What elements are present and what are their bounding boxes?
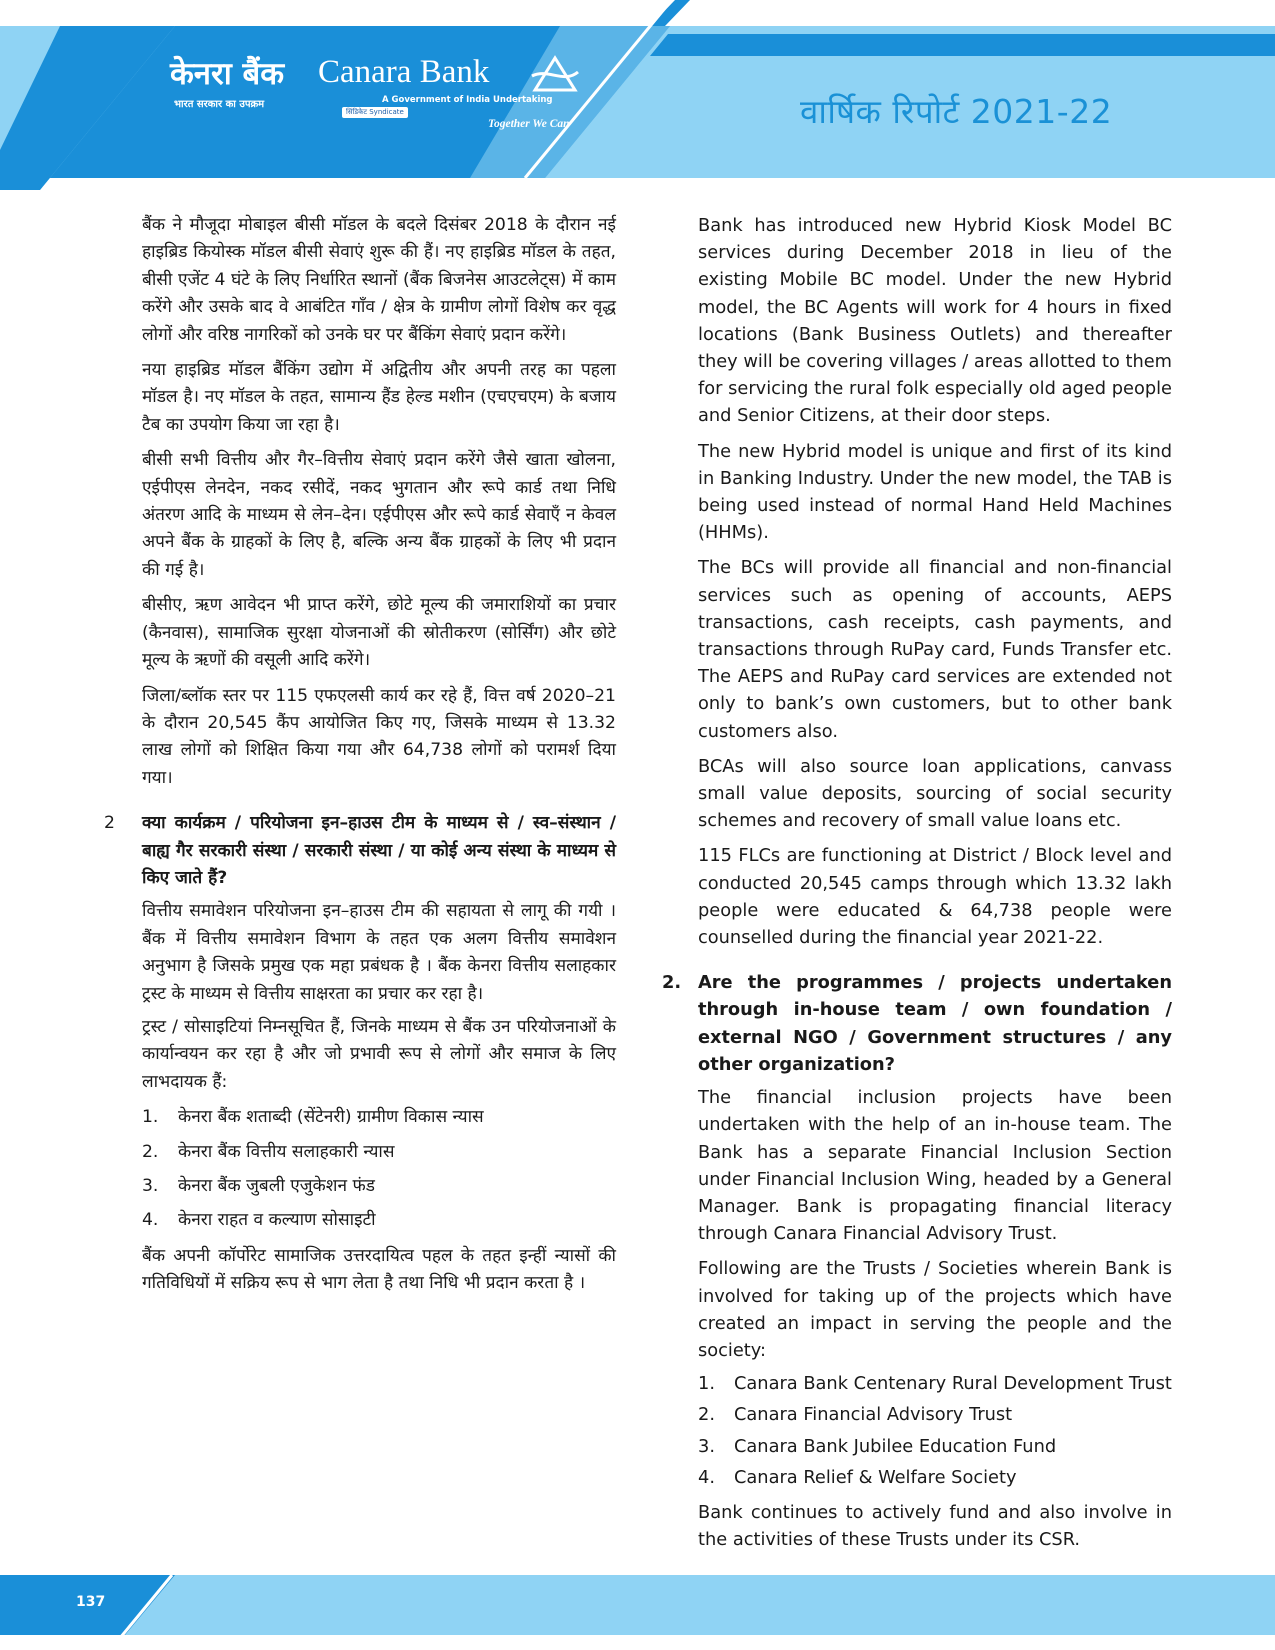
logo-hindi-text: केनरा बैंक (170, 56, 285, 92)
hindi-trust-list (142, 1104, 616, 1235)
hindi-paragraph: जिला/ब्लॉक स्तर पर 115 एफएलसी कार्य कर रहे हैं, वित्त वर्ष 2020–21 के दौरान 20,545 कैंप आयोजित किए गए, जिसके माध्यम से 13.32 लाख लोगों को शिक्षित किया गया और 64,738 लोगों को परामर्श दिया गया। (142, 685, 616, 788)
bank-tagline: Together We Can (488, 118, 570, 130)
hindi-paragraph: ट्रस्ट / सोसाइटियां निम्नसूचित हैं, जिनके माध्यम से बैंक उन परियोजनाओं के कार्यान्वयन कर रहा है और जो प्रभावी रूप से लोगों और समाज के लिए लाभदायक हैं: (142, 1016, 616, 1092)
english-paragraph: 115 FLCs are functioning at District / Block level and conducted 20,545 camps through which 13.32 lakh people were educated & 64,738 people were counselled during the financial year 2021-22. (698, 845, 1172, 949)
question-number: 2 (104, 813, 115, 834)
list-item (698, 1464, 1172, 1491)
list-text: केनरा बैंक शताब्दी (सेंटेनरी) ग्रामीण विकास न्यास (178, 1107, 484, 1128)
list-item (142, 1104, 616, 1131)
list-text: केनरा राहत व कल्याण सोसाइटी (178, 1210, 376, 1231)
english-paragraph: The new Hybrid model is unique and first of its kind in Banking Industry. Under the new model, the TAB is being used instead of normal Hand Held Machines (HHMs). (698, 440, 1172, 544)
list-number: 1. (698, 1373, 715, 1395)
list-number: 4. (698, 1466, 715, 1488)
english-paragraph: Bank continues to actively fund and also involve in the activities of these Trusts under its CSR. (698, 1501, 1172, 1551)
list-number: 3. (698, 1435, 715, 1457)
page-footer (0, 1540, 1275, 1650)
list-item (698, 1370, 1172, 1397)
list-text: Canara Bank Jubilee Education Fund (734, 1435, 1057, 1457)
english-paragraph: The BCs will provide all financial and non-financial services such as opening of accounts, AEPS transactions, cash receipts, cash payments, and transactions through RuPay card, Funds Transfer etc. The AEPS and RuPay card services are extended not only to bank’s own customers, but to other bank customers also. (698, 557, 1172, 742)
page-header (0, 0, 1275, 200)
english-paragraph: Bank has introduced new Hybrid Kiosk Model BC services during December 2018 in lieu of the existing Mobile BC model. Under the new Hybrid model, the BC Agents will work for 4 hours in fixed locations (Bank Business Outlets) and thereafter they will be covering villages / areas allotted to them for servicing the rural folk especially old aged people and Senior Citizens, at their door steps. (698, 215, 1172, 427)
question-number: 2. (662, 972, 682, 994)
list-number: 3. (142, 1176, 159, 1196)
list-number: 2. (698, 1404, 715, 1426)
question-text: Are the programmes / projects undertaken through in-house team / own foundation / external NGO / Government structures / any other organization? (698, 972, 1172, 1075)
english-paragraph: The financial inclusion projects have been undertaken with the help of an in-house team. The Bank has a separate Financial Inclusion Section under Financial Inclusion Wing, headed by a General Manager. Bank is propagating financial literacy through Canara Financial Advisory Trust. (698, 1087, 1172, 1245)
question-text: क्या कार्यक्रम / परियोजना इन–हाउस टीम के माध्यम से / स्व–संस्थान / बाह्य गैर सरकारी संस्था / सरकारी संस्था / या कोई अन्य संस्था के माध्यम से किए जाते हैं? (142, 813, 616, 888)
list-item (142, 1207, 616, 1234)
list-text: Canara Financial Advisory Trust (734, 1404, 1013, 1426)
syndicate-badge: सिंडिकेट Syndicate (342, 107, 408, 118)
list-item (142, 1173, 616, 1200)
list-number: 2. (142, 1141, 159, 1162)
footer-banner-graphic (0, 1540, 1275, 1650)
english-question-2 (662, 969, 1172, 1078)
hindi-paragraph: वित्तीय समावेशन परियोजना इन–हाउस टीम की सहायता से लागू की गयी । बैंक में वित्तीय समावेशन विभाग के तहत एक अलग वित्तीय समावेशन अनुभाग है जिसके प्रमुख एक महा प्रबंधक है । बैंक केनरा वित्तीय सलाहकार ट्रस्ट के माध्यम से वित्तीय साक्षरता का प्रचार कर रहा है। (142, 901, 616, 1004)
english-column (662, 212, 1172, 1561)
english-paragraph: BCAs will also source loan applications, canvass small value deposits, sourcing of social security schemes and recovery of small value loans etc. (698, 755, 1172, 832)
hindi-paragraph: नया हाइब्रिड मॉडल बैंकिंग उद्योग में अद्वितीय और अपनी तरह का पहला मॉडल है। नए मॉडल के तहत, सामान्य हैंड हेल्ड मशीन (एचएचएम) के बजाय टैब का उपयोग किया जा रहा है। (142, 360, 616, 435)
hindi-paragraph: बीसी सभी वित्तीय और गैर–वित्तीय सेवाएं प्रदान करेंगे जैसे खाता खोलना, एईपीएस लेनदेन, नकद रसीदें, नकद भुगतान और रूपे कार्ड तथा निधि अंतरण आदि के माध्यम से लेन–देन। एईपीएस और रूपे कार्ड सेवाएँ न केवल अपने बैंक के ग्राहकों के लिए है, बल्कि अन्य बैंक ग्राहकों के लिए भी प्रदान की गई है। (142, 450, 616, 580)
english-trust-list (698, 1370, 1172, 1491)
list-item (698, 1433, 1172, 1460)
list-item (142, 1139, 616, 1166)
hindi-paragraph: बैंक अपनी कॉर्पोरेट सामाजिक उत्तरदायित्व पहल के तहत इन्हीं न्यासों की गतिविधियों में सक्रिय रूप से भाग लेता है तथा निधि भी प्रदान करता है । (142, 1245, 616, 1294)
list-item (698, 1401, 1172, 1428)
list-text: केनरा बैंक वित्तीय सलाहकारी न्यास (178, 1141, 395, 1162)
logo-english-subtitle: A Government of India Undertaking (382, 95, 553, 105)
report-title: वार्षिक रिपोर्ट 2021-22 (800, 92, 1113, 131)
hindi-question-2 (104, 810, 616, 892)
hindi-paragraph: बीसीए, ऋण आवेदन भी प्राप्त करेंगे, छोटे मूल्य की जमाराशियों का प्रचार (कैनवास), सामाजिक सुरक्षा योजनाओं की स्रोतीकरण (सोर्सिंग) और छोटे मूल्य के ऋणों की वसूली आदि करेंगे। (142, 595, 616, 671)
english-paragraph: Following are the Trusts / Societies wherein Bank is involved for taking up of the projects which have created an impact in serving the people and the society: (698, 1258, 1172, 1361)
list-number: 4. (142, 1210, 159, 1231)
canara-bank-logo-mark-icon (530, 54, 580, 94)
list-number: 1. (142, 1107, 159, 1128)
logo-hindi-subtitle: भारत सरकार का उपक्रम (174, 99, 265, 110)
list-text: केनरा बैंक जुबली एजुकेशन फंड (178, 1176, 375, 1196)
logo-english-text: Canara Bank (318, 54, 490, 90)
list-text: Canara Bank Centenary Rural Development Trust (734, 1373, 1172, 1395)
list-text: Canara Relief & Welfare Society (734, 1466, 1017, 1488)
page-number: 137 (76, 1594, 106, 1610)
hindi-column (104, 212, 616, 1306)
hindi-paragraph: बैंक ने मौजूदा मोबाइल बीसी मॉडल के बदले दिसंबर 2018 के दौरान नई हाइब्रिड कियोस्क मॉडल बीसी सेवाएं शुरू की हैं। नए हाइब्रिड मॉडल के तहत, बीसी एजेंट 4 घंटे के लिए निर्धारित स्थानों (बैंक बिजनेस आउटलेट्स) में काम करेंगे और उसके बाद वे आबंटित गाँव / क्षेत्र के ग्रामीण लोगों विशेष कर वृद्ध लोगों और वरिष्ठ नागरिकों को उनके घर पर बैंकिंग सेवाएं प्रदान करेंगे। (142, 215, 616, 345)
